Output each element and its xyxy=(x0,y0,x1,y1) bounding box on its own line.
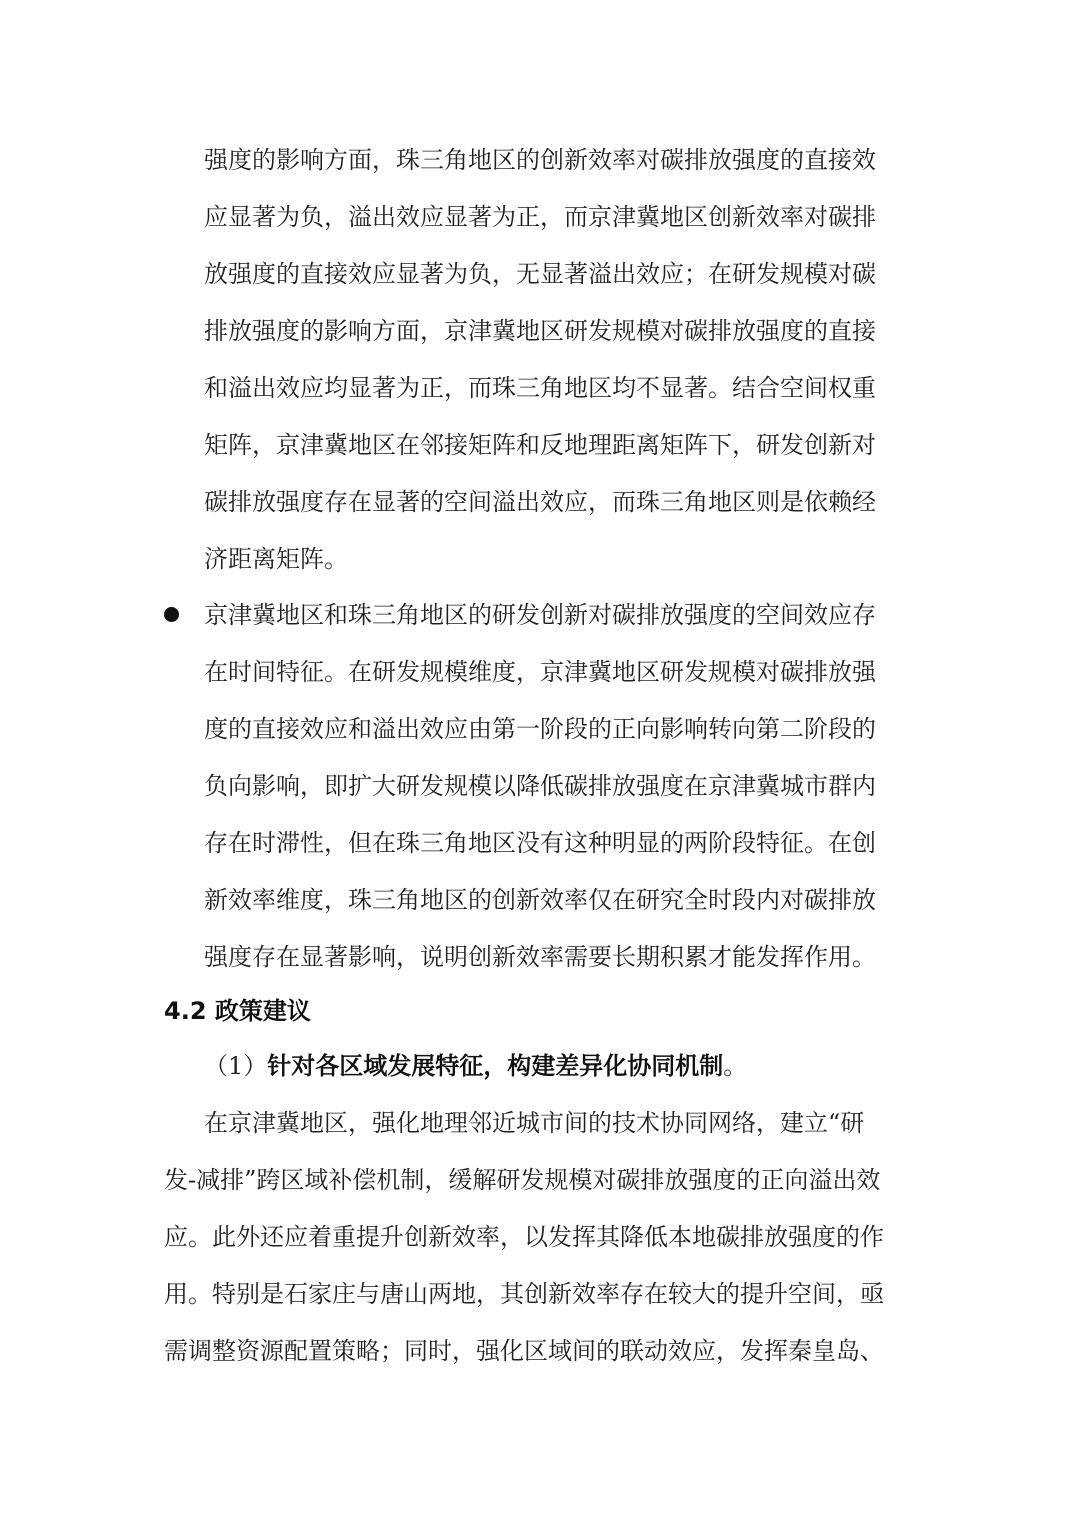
subheading-end: 。 xyxy=(723,1052,748,1080)
paragraph-line: 强度的影响方面，珠三角地区的创新效率对碳排放强度的直接效 xyxy=(204,146,876,174)
bullet-line: 存在时滞性，但在珠三角地区没有这种明显的两阶段特征。在创 xyxy=(204,829,876,857)
subheading xyxy=(204,1050,747,1082)
paragraph-line: 矩阵，京津冀地区在邻接矩阵和反地理距离矩阵下，研发创新对 xyxy=(204,431,876,459)
bullet-line: 负向影响，即扩大研发规模以降低碳排放强度在京津冀城市群内 xyxy=(204,772,876,800)
bullet-line: 新效率维度，珠三角地区的创新效率仅在研究全时段内对碳排放 xyxy=(204,886,876,914)
bullet-line: 度的直接效应和溢出效应由第一阶段的正向影响转向第二阶段的 xyxy=(204,715,876,743)
bullet-line: 京津冀地区和珠三角地区的研发创新对碳排放强度的空间效应存 xyxy=(204,601,876,629)
paragraph-line: 和溢出效应均显著为正，而珠三角地区均不显著。结合空间权重 xyxy=(204,374,876,402)
bullet-icon xyxy=(164,607,179,622)
paragraph-line: 排放强度的影响方面，京津冀地区研发规模对碳排放强度的直接 xyxy=(204,317,876,345)
bullet-line: 在时间特征。在研发规模维度，京津冀地区研发规模对碳排放强 xyxy=(204,658,876,686)
paragraph-line: 应显著为负，溢出效应显著为正，而京津冀地区创新效率对碳排 xyxy=(204,203,876,231)
paragraph-line: 济距离矩阵。 xyxy=(204,545,348,573)
paragraph-line: 应。此外还应着重提升创新效率，以发挥其降低本地碳排放强度的作 xyxy=(164,1223,884,1251)
subheading-number: （1） xyxy=(204,1052,268,1080)
paragraph-line: 在京津冀地区，强化地理邻近城市间的技术协同网络，建立“研 xyxy=(204,1109,865,1137)
paragraph-line: 用。特别是石家庄与唐山两地，其创新效率存在较大的提升空间，亟 xyxy=(164,1280,884,1308)
paragraph-line: 放强度的直接效应显著为负，无显著溢出效应；在研发规模对碳 xyxy=(204,260,876,288)
bullet-line: 强度存在显著影响，说明创新效率需要长期积累才能发挥作用。 xyxy=(204,943,876,971)
paragraph-line: 发-减排”跨区域补偿机制，缓解研发规模对碳排放强度的正向溢出效 xyxy=(164,1166,881,1194)
subheading-text: 针对各区域发展特征，构建差异化协同机制 xyxy=(267,1052,724,1080)
paragraph-line: 碳排放强度存在显著的空间溢出效应，而珠三角地区则是依赖经 xyxy=(204,488,876,516)
section-heading: 4.2 政策建议 xyxy=(164,997,311,1025)
paragraph-line: 需调整资源配置策略；同时，强化区域间的联动效应，发挥秦皇岛、 xyxy=(164,1337,884,1365)
